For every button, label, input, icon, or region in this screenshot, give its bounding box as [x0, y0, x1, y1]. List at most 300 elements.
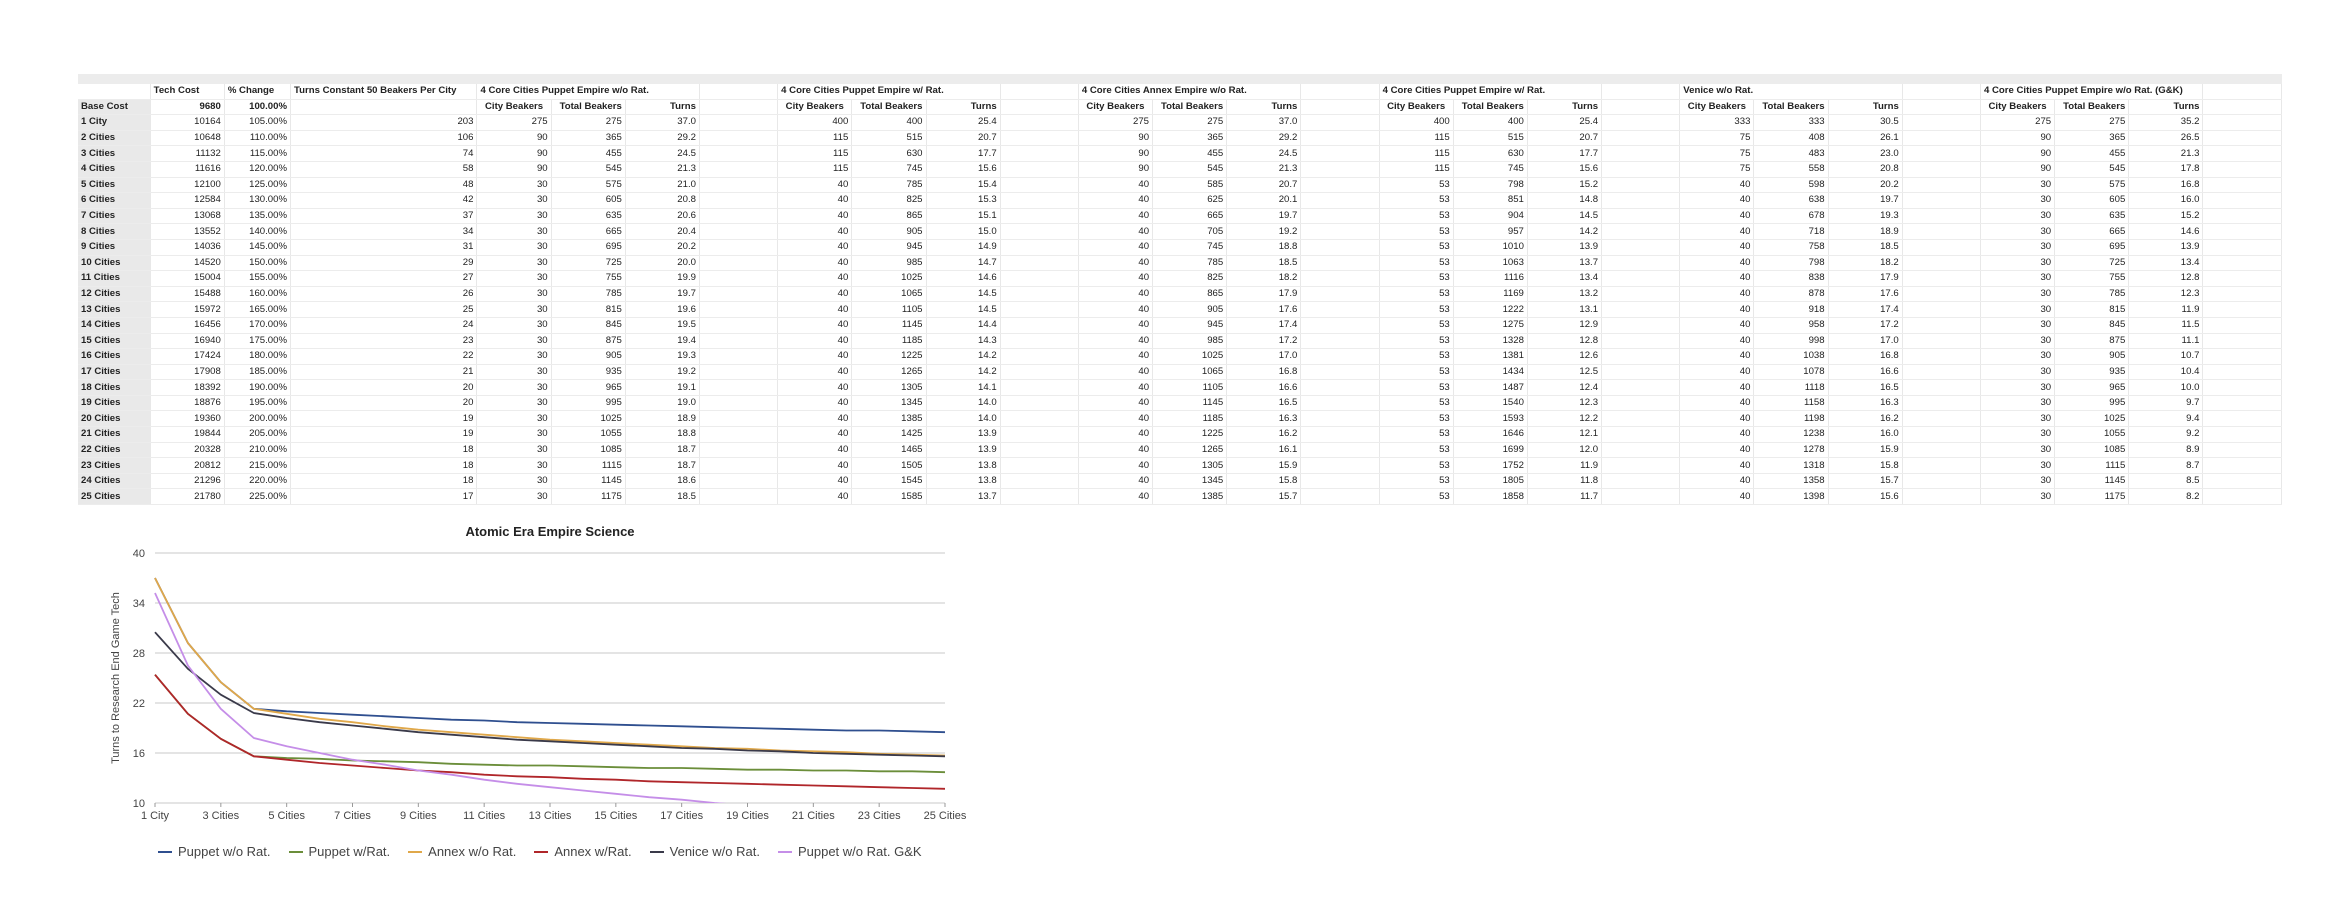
value-cell: 14.5: [1527, 208, 1601, 224]
table-cell: [2203, 489, 2282, 505]
table-cell: [1602, 349, 1680, 365]
value-cell: 90: [1980, 146, 2054, 162]
value-cell: 17.4: [1828, 302, 1902, 318]
legend-label: Annex w/o Rat.: [428, 844, 517, 859]
value-cell: 20.2: [1828, 177, 1902, 193]
table-cell: [1902, 411, 1980, 427]
table-cell: [1000, 224, 1078, 240]
table-row: [78, 271, 2282, 287]
value-cell: 16.0: [1828, 427, 1902, 443]
value-cell: 40: [1680, 349, 1754, 365]
table-cell: [2203, 177, 2282, 193]
value-cell: 30: [477, 208, 551, 224]
table-cell: [1902, 473, 1980, 489]
sub-header: City Beakers: [477, 99, 551, 115]
table-cell: [1301, 442, 1379, 458]
x-tick-label: 3 Cities: [202, 810, 240, 822]
value-cell: 16.5: [1227, 395, 1301, 411]
value-cell: 905: [1153, 302, 1227, 318]
value-cell: 695: [2055, 239, 2129, 255]
table-cell: [2203, 271, 2282, 287]
value-cell: 90: [1078, 161, 1152, 177]
value-cell: 1085: [2055, 442, 2129, 458]
value-cell: 40: [778, 395, 852, 411]
tech-cost-cell: 16456: [150, 317, 224, 333]
table-cell: [1602, 130, 1680, 146]
value-cell: 53: [1379, 208, 1453, 224]
turns-constant-cell: 58: [291, 161, 477, 177]
legend-swatch: [408, 851, 422, 853]
value-cell: 53: [1379, 442, 1453, 458]
tech-cost-cell: 21296: [150, 473, 224, 489]
table-cell: [699, 427, 777, 443]
value-cell: 11.9: [2129, 302, 2203, 318]
value-cell: 14.5: [926, 286, 1000, 302]
table-cell: [2203, 349, 2282, 365]
value-cell: 53: [1379, 224, 1453, 240]
value-cell: 13.1: [1527, 302, 1601, 318]
value-cell: 75: [1680, 130, 1754, 146]
value-cell: 30: [477, 193, 551, 209]
table-cell: [1902, 458, 1980, 474]
value-cell: 29.2: [625, 130, 699, 146]
table-cell: [1902, 271, 1980, 287]
table-cell: [1301, 427, 1379, 443]
header-band-cell: [699, 74, 777, 84]
tech-cost-cell: 10164: [150, 115, 224, 131]
legend-item: [534, 844, 631, 859]
row-label: 16 Cities: [78, 349, 150, 365]
value-cell: 965: [2055, 380, 2129, 396]
value-cell: 1065: [1153, 364, 1227, 380]
value-cell: 40: [778, 458, 852, 474]
sub-header: Total Beakers: [1754, 99, 1828, 115]
header-band-cell: [778, 74, 852, 84]
row-label: 3 Cities: [78, 146, 150, 162]
group-header: Venice w/o Rat.: [1680, 84, 1903, 99]
group-header: 4 Core Cities Puppet Empire w/ Rat.: [778, 84, 1001, 99]
table-cell: [1602, 302, 1680, 318]
value-cell: 545: [1153, 161, 1227, 177]
legend-swatch: [289, 851, 303, 853]
table-cell: [1301, 302, 1379, 318]
table-cell: [1902, 442, 1980, 458]
legend-item: [778, 844, 922, 859]
table-cell: [1602, 427, 1680, 443]
table-cell: [1902, 130, 1980, 146]
value-cell: 18.5: [625, 489, 699, 505]
row-label: 8 Cities: [78, 224, 150, 240]
value-cell: 21.3: [625, 161, 699, 177]
series-line: [155, 578, 945, 756]
value-cell: 30: [1980, 411, 2054, 427]
value-cell: 18.5: [1828, 239, 1902, 255]
value-cell: 14.7: [926, 255, 1000, 271]
sub-header: City Beakers: [1980, 99, 2054, 115]
value-cell: 11.1: [2129, 333, 2203, 349]
table-cell: [1602, 115, 1680, 131]
table-row: [78, 380, 2282, 396]
value-cell: 40: [1680, 395, 1754, 411]
value-cell: 90: [477, 146, 551, 162]
pct-change-cell: 105.00%: [224, 115, 290, 131]
header-band-cell: [1680, 74, 1754, 84]
value-cell: 1145: [1153, 395, 1227, 411]
value-cell: 1185: [1153, 411, 1227, 427]
turns-constant-cell: 48: [291, 177, 477, 193]
value-cell: 365: [2055, 130, 2129, 146]
value-cell: 30: [477, 302, 551, 318]
value-cell: 1225: [852, 349, 926, 365]
value-cell: 15.9: [1828, 442, 1902, 458]
table-cell: [1000, 255, 1078, 271]
value-cell: 1145: [852, 317, 926, 333]
value-cell: 17.2: [1828, 317, 1902, 333]
y-tick-label: 10: [132, 798, 145, 810]
value-cell: 1487: [1453, 380, 1527, 396]
table-cell: [699, 286, 777, 302]
value-cell: 115: [1379, 130, 1453, 146]
table-row: [78, 473, 2282, 489]
value-cell: 1585: [852, 489, 926, 505]
value-cell: 1385: [1153, 489, 1227, 505]
value-cell: 455: [551, 146, 625, 162]
row-label: 7 Cities: [78, 208, 150, 224]
header-band-cell: [1602, 74, 1680, 84]
table-cell: [699, 395, 777, 411]
tech-cost-cell: 11616: [150, 161, 224, 177]
value-cell: 12.2: [1527, 411, 1601, 427]
value-cell: 40: [1078, 208, 1152, 224]
value-cell: 935: [2055, 364, 2129, 380]
value-cell: 40: [1680, 489, 1754, 505]
value-cell: 1465: [852, 442, 926, 458]
value-cell: 1145: [2055, 473, 2129, 489]
table-cell: [1301, 473, 1379, 489]
value-cell: 19.2: [625, 364, 699, 380]
value-cell: 30: [1980, 239, 2054, 255]
value-cell: 53: [1379, 364, 1453, 380]
value-cell: 53: [1379, 177, 1453, 193]
value-cell: 35.2: [2129, 115, 2203, 131]
table-row: [78, 161, 2282, 177]
value-cell: 14.2: [926, 349, 1000, 365]
value-cell: 18.6: [625, 473, 699, 489]
table-cell: [1301, 193, 1379, 209]
table-cell: [2203, 255, 2282, 271]
sub-header: Turns: [926, 99, 1000, 115]
x-tick-label: 19 Cities: [726, 810, 769, 822]
value-cell: 40: [1078, 255, 1152, 271]
turns-constant-cell: 29: [291, 255, 477, 271]
table-cell: [1000, 302, 1078, 318]
table-cell: [699, 161, 777, 177]
sub-header: City Beakers: [778, 99, 852, 115]
table-cell: [1301, 130, 1379, 146]
value-cell: 40: [1680, 333, 1754, 349]
table-row: [78, 349, 2282, 365]
legend-swatch: [158, 851, 172, 853]
table-cell: [699, 271, 777, 287]
tech-cost-cell: 10648: [150, 130, 224, 146]
row-label: 25 Cities: [78, 489, 150, 505]
value-cell: 755: [2055, 271, 2129, 287]
value-cell: 630: [1453, 146, 1527, 162]
value-cell: 30: [1980, 349, 2054, 365]
row-label: 19 Cities: [78, 395, 150, 411]
table-cell: [1602, 364, 1680, 380]
tech-cost-cell: 13068: [150, 208, 224, 224]
value-cell: 115: [778, 161, 852, 177]
series-line: [155, 632, 945, 756]
value-cell: 10.7: [2129, 349, 2203, 365]
value-cell: 30: [477, 427, 551, 443]
value-cell: 40: [1680, 208, 1754, 224]
table-cell: [2203, 333, 2282, 349]
value-cell: 905: [852, 224, 926, 240]
row-label: 21 Cities: [78, 427, 150, 443]
table-cell: [1602, 208, 1680, 224]
value-cell: 918: [1754, 302, 1828, 318]
value-cell: 18.2: [1227, 271, 1301, 287]
table-cell: [1301, 380, 1379, 396]
header-band-cell: [625, 74, 699, 84]
value-cell: 20.4: [625, 224, 699, 240]
tech-cost-cell: 12100: [150, 177, 224, 193]
value-cell: 53: [1379, 286, 1453, 302]
value-cell: 1010: [1453, 239, 1527, 255]
value-cell: 53: [1379, 271, 1453, 287]
value-cell: 40: [778, 286, 852, 302]
row-label: 15 Cities: [78, 333, 150, 349]
value-cell: 11.9: [1527, 458, 1601, 474]
value-cell: 40: [1078, 224, 1152, 240]
row-label: 13 Cities: [78, 302, 150, 318]
value-cell: 90: [477, 130, 551, 146]
table-cell: [1301, 271, 1379, 287]
table-cell: [2203, 130, 2282, 146]
table-cell: [1902, 349, 1980, 365]
legend-item: [158, 844, 271, 859]
turns-constant-cell: 74: [291, 146, 477, 162]
value-cell: 40: [1078, 271, 1152, 287]
value-cell: 40: [778, 349, 852, 365]
table-cell: [1602, 395, 1680, 411]
value-cell: 16.2: [1828, 411, 1902, 427]
value-cell: 515: [1453, 130, 1527, 146]
sub-header: Total Beakers: [852, 99, 926, 115]
table-cell: [2203, 317, 2282, 333]
table-cell: [2203, 473, 2282, 489]
table-row: [78, 489, 2282, 505]
value-cell: 798: [1754, 255, 1828, 271]
table-cell: [2203, 99, 2282, 115]
value-cell: 365: [551, 130, 625, 146]
table-cell: [2203, 395, 2282, 411]
value-cell: 11.8: [1527, 473, 1601, 489]
table-cell: [1301, 333, 1379, 349]
table-cell: [699, 458, 777, 474]
value-cell: 985: [1153, 333, 1227, 349]
table-cell: [1902, 255, 1980, 271]
table-cell: [1602, 442, 1680, 458]
pct-change-cell: 205.00%: [224, 427, 290, 443]
value-cell: 40: [778, 208, 852, 224]
table-cell: [1000, 208, 1078, 224]
table-row: [78, 255, 2282, 271]
x-tick-label: 5 Cities: [268, 810, 306, 822]
value-cell: 10.4: [2129, 364, 2203, 380]
group-header: 4 Core Cities Puppet Empire w/o Rat. (G&K): [1980, 84, 2203, 99]
value-cell: 13.9: [926, 427, 1000, 443]
value-cell: 635: [2055, 208, 2129, 224]
value-cell: 15.9: [1227, 458, 1301, 474]
tech-cost-cell: 9680: [150, 99, 224, 115]
value-cell: 16.8: [1227, 364, 1301, 380]
table-cell: [1902, 489, 1980, 505]
value-cell: 1025: [1153, 349, 1227, 365]
value-cell: 30: [1980, 442, 2054, 458]
table-cell: [1602, 458, 1680, 474]
tech-cost-cell: 13552: [150, 224, 224, 240]
value-cell: 90: [1078, 130, 1152, 146]
value-cell: 1305: [852, 380, 926, 396]
header-band-cell: [291, 74, 477, 84]
value-cell: 545: [551, 161, 625, 177]
turns-constant-cell: 18: [291, 458, 477, 474]
turns-constant-cell: 203: [291, 115, 477, 131]
value-cell: 53: [1379, 239, 1453, 255]
tech-cost-cell: 18876: [150, 395, 224, 411]
value-cell: 40: [1680, 473, 1754, 489]
value-cell: 30: [477, 286, 551, 302]
value-cell: 1540: [1453, 395, 1527, 411]
value-cell: 16.5: [1828, 380, 1902, 396]
value-cell: 24.5: [625, 146, 699, 162]
value-cell: 1345: [1153, 473, 1227, 489]
pct-change-cell: 185.00%: [224, 364, 290, 380]
sub-header: Turns: [1227, 99, 1301, 115]
value-cell: 1145: [551, 473, 625, 489]
value-cell: 53: [1379, 473, 1453, 489]
value-cell: 12.6: [1527, 349, 1601, 365]
table-row: [78, 146, 2282, 162]
chart-title: Atomic Era Empire Science: [465, 524, 635, 539]
table-cell: [1602, 193, 1680, 209]
value-cell: 365: [1153, 130, 1227, 146]
value-cell: 1169: [1453, 286, 1527, 302]
value-cell: 11.5: [2129, 317, 2203, 333]
table-cell: [1602, 255, 1680, 271]
value-cell: 21.3: [1227, 161, 1301, 177]
value-cell: 798: [1453, 177, 1527, 193]
pct-change-cell: 225.00%: [224, 489, 290, 505]
row-label: 20 Cities: [78, 411, 150, 427]
row-label: 1 City: [78, 115, 150, 131]
value-cell: 1025: [551, 411, 625, 427]
value-cell: 30: [1980, 271, 2054, 287]
value-cell: 400: [1453, 115, 1527, 131]
table-cell: [699, 442, 777, 458]
value-cell: 1593: [1453, 411, 1527, 427]
value-cell: 30: [1980, 255, 2054, 271]
row-label: 6 Cities: [78, 193, 150, 209]
value-cell: 14.8: [1527, 193, 1601, 209]
value-cell: 400: [778, 115, 852, 131]
value-cell: 40: [1078, 333, 1152, 349]
value-cell: 40: [1680, 224, 1754, 240]
value-cell: 275: [477, 115, 551, 131]
table-cell: [1902, 177, 1980, 193]
turns-constant-cell: 37: [291, 208, 477, 224]
value-cell: 30: [1980, 473, 2054, 489]
table-cell: [1000, 177, 1078, 193]
value-cell: 19.3: [1828, 208, 1902, 224]
table-cell: [699, 224, 777, 240]
value-cell: 665: [1153, 208, 1227, 224]
turns-constant-cell: 23: [291, 333, 477, 349]
table-cell: [1000, 411, 1078, 427]
table-cell: [2203, 380, 2282, 396]
value-cell: 17.6: [1227, 302, 1301, 318]
value-cell: 1025: [852, 271, 926, 287]
value-cell: 745: [1153, 239, 1227, 255]
value-cell: 875: [2055, 333, 2129, 349]
table-cell: [1301, 349, 1379, 365]
value-cell: 115: [1379, 146, 1453, 162]
group-header: 4 Core Cities Puppet Empire w/o Rat.: [477, 84, 700, 99]
pct-change-cell: 100.00%: [224, 99, 290, 115]
table-row: [78, 286, 2282, 302]
value-cell: 865: [1153, 286, 1227, 302]
turns-constant-cell: 26: [291, 286, 477, 302]
value-cell: 15.6: [1527, 161, 1601, 177]
value-cell: 53: [1379, 255, 1453, 271]
value-cell: 19.4: [625, 333, 699, 349]
value-cell: 30: [477, 411, 551, 427]
value-cell: 21.0: [625, 177, 699, 193]
value-cell: 1278: [1754, 442, 1828, 458]
value-cell: 40: [778, 302, 852, 318]
value-cell: 30: [1980, 317, 2054, 333]
tech-cost-cell: 17424: [150, 349, 224, 365]
value-cell: 20.2: [625, 239, 699, 255]
value-cell: 40: [1078, 364, 1152, 380]
legend-swatch: [650, 851, 664, 853]
table-cell: [1301, 411, 1379, 427]
value-cell: 29.2: [1227, 130, 1301, 146]
row-label: 17 Cities: [78, 364, 150, 380]
table-cell: [699, 364, 777, 380]
table-cell: [699, 473, 777, 489]
value-cell: 635: [551, 208, 625, 224]
table-row: [78, 239, 2282, 255]
value-cell: 16.3: [1828, 395, 1902, 411]
table-cell: [1902, 286, 1980, 302]
value-cell: 725: [2055, 255, 2129, 271]
value-cell: 875: [551, 333, 625, 349]
value-cell: 20.7: [926, 130, 1000, 146]
value-cell: 333: [1680, 115, 1754, 131]
value-cell: 605: [551, 193, 625, 209]
value-cell: 40: [778, 255, 852, 271]
legend-item: [650, 844, 760, 859]
value-cell: 1425: [852, 427, 926, 443]
value-cell: 17.7: [926, 146, 1000, 162]
value-cell: 575: [551, 177, 625, 193]
value-cell: 90: [1078, 146, 1152, 162]
turns-constant-cell: 20: [291, 380, 477, 396]
